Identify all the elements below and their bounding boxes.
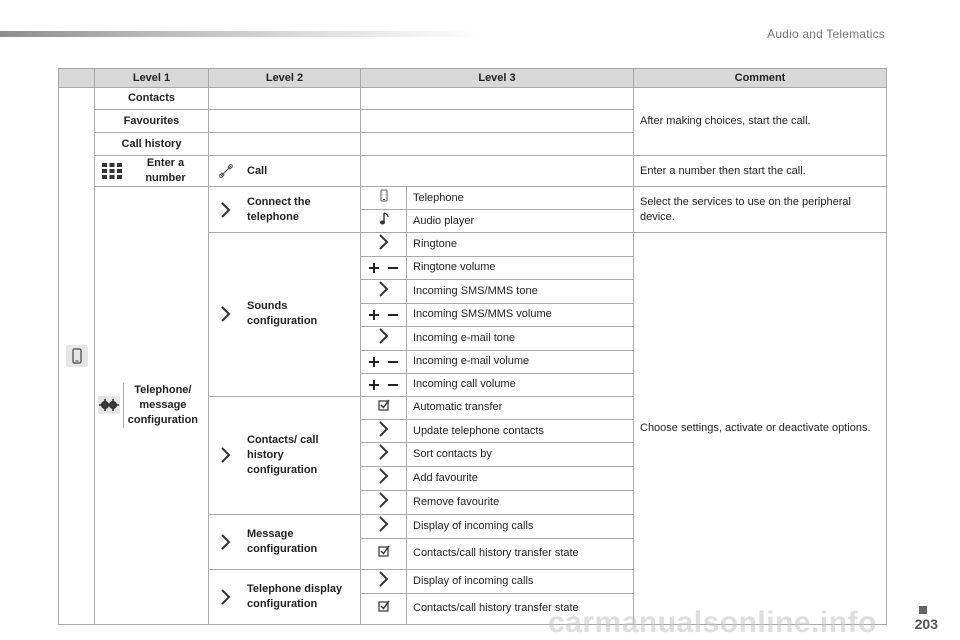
- blank-cell: [209, 110, 361, 133]
- minus-icon: [388, 310, 398, 320]
- minus-icon: [388, 263, 398, 273]
- plus-icon: [369, 310, 379, 320]
- keypad-icon: [101, 162, 123, 180]
- level3-ringtone: Ringtone: [407, 233, 634, 257]
- chevron-right-icon: [378, 570, 390, 588]
- level1-contacts: Contacts: [95, 88, 209, 110]
- level3-remove-favourite: Remove favourite: [407, 491, 634, 515]
- page-marker: [919, 606, 927, 614]
- checkbox-icon: [378, 600, 390, 612]
- level2-display-config: [209, 569, 361, 624]
- enter-number-label: Enter a number: [145, 157, 186, 184]
- level3-sms-tone: Incoming SMS/MMS tone: [407, 279, 634, 303]
- level2-contacts-config: [209, 396, 361, 514]
- chevron-cell: [361, 569, 407, 593]
- chevron-cell: [361, 419, 407, 443]
- mobile-phone-icon-cell: [361, 187, 407, 210]
- level3-display-incoming-calls-2: Display of incoming calls: [407, 569, 634, 593]
- level3-email-tone: Incoming e-mail tone: [407, 326, 634, 350]
- level3-ringtone-volume: Ringtone volume: [407, 256, 634, 279]
- level1-enter-number: [95, 156, 209, 187]
- chevron-right-icon: [220, 588, 232, 606]
- plus-icon: [369, 380, 379, 390]
- level3-update-contacts: Update telephone contacts: [407, 419, 634, 443]
- table-row: [59, 88, 887, 110]
- settings-gears-icon: [98, 396, 120, 414]
- section-title: Audio and Telematics: [767, 27, 885, 41]
- handset-icon: [217, 162, 235, 180]
- blank-cell: [361, 133, 634, 156]
- header-level-2: Level 2: [209, 69, 361, 88]
- blank-cell: [361, 88, 634, 110]
- chevron-cell: [361, 279, 407, 303]
- chevron-right-icon: [378, 443, 390, 461]
- level3-automatic-transfer: Automatic transfer: [407, 396, 634, 419]
- level2-call: [209, 156, 361, 187]
- watermark: carmanualsonline.info: [548, 606, 877, 639]
- table-row: [59, 156, 887, 187]
- section-header-bar: [0, 31, 480, 37]
- checkbox-cell: [361, 538, 407, 569]
- level3-call-volume: Incoming call volume: [407, 373, 634, 396]
- level2-connect-telephone: [209, 187, 361, 233]
- minus-icon: [388, 357, 398, 367]
- blank-cell: [209, 88, 361, 110]
- minus-icon: [388, 380, 398, 390]
- table-row: [59, 187, 887, 210]
- level1-call-history: Call history: [95, 133, 209, 156]
- header-comment: Comment: [634, 69, 887, 88]
- chevron-right-icon: [378, 233, 390, 251]
- page-number: 203: [914, 616, 938, 632]
- chevron-right-icon: [220, 446, 232, 464]
- comment-connect: Select the services to use on the peripheral device.: [634, 187, 887, 233]
- chevron-cell: [361, 233, 407, 257]
- level3-email-volume: Incoming e-mail volume: [407, 350, 634, 373]
- chevron-right-icon: [378, 280, 390, 298]
- plus-minus-cell: [361, 373, 407, 396]
- phone-icon: [66, 345, 88, 367]
- chevron-right-icon: [220, 305, 232, 323]
- phone-icon-cell: [59, 88, 95, 625]
- chevron-right-icon: [220, 533, 232, 551]
- level3-telephone: Telephone: [407, 187, 634, 210]
- level3-display-incoming-calls: Display of incoming calls: [407, 514, 634, 538]
- checkbox-icon: [378, 399, 390, 411]
- chevron-cell: [361, 443, 407, 467]
- plus-icon: [369, 263, 379, 273]
- chevron-right-icon: [378, 327, 390, 345]
- chevron-right-icon: [220, 201, 232, 219]
- chevron-right-icon: [378, 515, 390, 533]
- header-level-1: Level 1: [95, 69, 209, 88]
- blank-cell: [361, 156, 634, 187]
- checkbox-cell: [361, 396, 407, 419]
- header-blank: [59, 69, 95, 88]
- level3-sort-contacts: Sort contacts by: [407, 443, 634, 467]
- level2-message-config: [209, 514, 361, 569]
- call-label: Call: [247, 164, 268, 177]
- plus-minus-cell: [361, 256, 407, 279]
- chevron-right-icon: [378, 491, 390, 509]
- level3-sms-volume: Incoming SMS/MMS volume: [407, 303, 634, 326]
- level1-favourites: Favourites: [95, 110, 209, 133]
- telephone-config-label: Telephone/ message configuration: [127, 384, 199, 426]
- chevron-cell: [361, 491, 407, 515]
- music-note-icon-cell: [361, 210, 407, 233]
- header-level-3: Level 3: [361, 69, 634, 88]
- sounds-config-label: Sounds configuration: [247, 300, 318, 328]
- table-header-row: [59, 69, 887, 88]
- chevron-right-icon: [378, 420, 390, 438]
- chevron-cell: [361, 514, 407, 538]
- plus-minus-cell: [361, 350, 407, 373]
- plus-icon: [369, 357, 379, 367]
- chevron-cell: [361, 326, 407, 350]
- chevron-right-icon: [378, 467, 390, 485]
- contacts-config-label: Contacts/ call history configuration: [247, 433, 319, 476]
- display-config-label: Telephone display configuration: [247, 582, 343, 610]
- checkbox-icon: [378, 545, 390, 557]
- blank-cell: [361, 110, 634, 133]
- level3-audio-player: Audio player: [407, 210, 634, 233]
- comment-enter-number: Enter a number then start the call.: [634, 156, 887, 187]
- menu-table: [58, 68, 887, 625]
- blank-cell: [209, 133, 361, 156]
- comment-contacts: After making choices, start the call.: [634, 88, 887, 156]
- chevron-cell: [361, 467, 407, 491]
- connect-telephone-label: Connect the telephone: [247, 195, 311, 223]
- music-note-icon: [378, 212, 390, 226]
- mobile-phone-icon: [378, 189, 390, 203]
- checkbox-cell: [361, 593, 407, 624]
- message-config-label: Message configuration: [247, 527, 318, 555]
- comment-settings: Choose settings, activate or deactivate options.: [634, 233, 887, 625]
- level2-sounds-config: [209, 233, 361, 397]
- level1-telephone-config: [95, 187, 209, 625]
- level3-add-favourite: Add favourite: [407, 467, 634, 491]
- level3-transfer-state-2: Contacts/call history transfer state: [407, 593, 634, 624]
- plus-minus-cell: [361, 303, 407, 326]
- level3-transfer-state: Contacts/call history transfer state: [407, 538, 634, 569]
